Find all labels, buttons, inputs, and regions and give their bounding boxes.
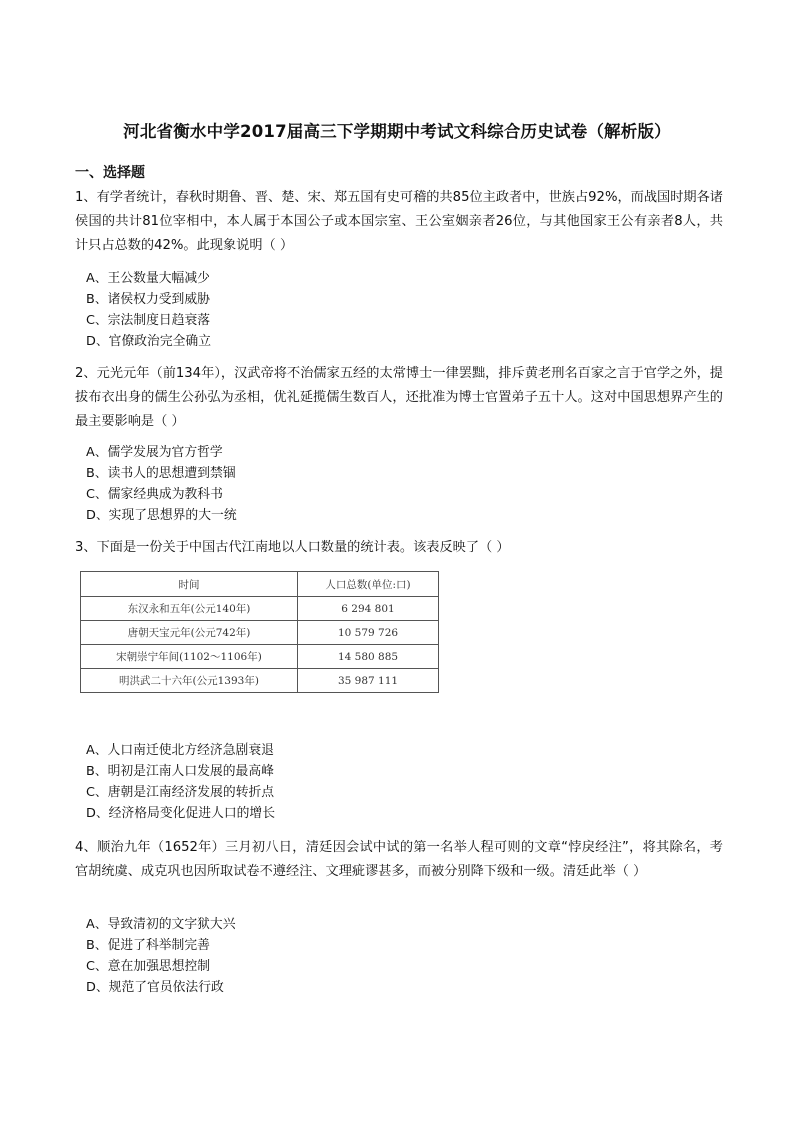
table-cell-population: 35 987 111 [298, 669, 439, 693]
question-2-options [86, 442, 237, 526]
option-b[interactable]: B、明初是江南人口发展的最高峰 [86, 764, 274, 779]
question-2-stem: 2、元光元年（前134年），汉武帝将不治儒家五经的太常博士一律罢黜，排斥黄老刑名百家之言于官学之外，提拔布衣出身的儒生公孙弘为丞相，优礼延揽儒生数百人，还批准为博士官置弟子五十人。这对中国思想界产生的最主要影响是（ ） [75, 366, 723, 429]
option-a[interactable]: A、儒学发展为官方哲学 [86, 445, 223, 460]
question-3-options [86, 740, 275, 824]
table-header-cell: 人口总数(单位:口) [298, 572, 439, 597]
option-d[interactable]: D、经济格局变化促进人口的增长 [86, 806, 276, 821]
table-cell-population: 14 580 885 [298, 645, 439, 669]
table-cell-population: 10 579 726 [298, 621, 439, 645]
option-d[interactable]: D、实现了思想界的大一统 [86, 508, 237, 523]
table-cell-period: 明洪武二十六年(公元1393年) [81, 669, 298, 693]
table-row [81, 645, 439, 669]
option-b[interactable]: B、促进了科举制完善 [86, 938, 210, 953]
option-a[interactable]: A、人口南迁使北方经济急剧衰退 [86, 743, 274, 758]
option-d[interactable]: D、官僚政治完全确立 [86, 334, 212, 349]
question-4-stem: 4、顺治九年（1652年）三月初八日，清廷因会试中试的第一名举人程可则的文章“悖戾经注”，将其除名，考官胡统虞、成克巩也因所取试卷不遵经注、文理疵谬甚多，而被分别降下级和一级。清廷此举（ ） [75, 840, 723, 879]
table-cell-period: 唐朝天宝元年(公元742年) [81, 621, 298, 645]
option-c[interactable]: C、宗法制度日趋衰落 [86, 313, 211, 328]
question-1-options [86, 268, 211, 352]
table-row [81, 621, 439, 645]
population-table [80, 571, 439, 693]
option-c[interactable]: C、唐朝是江南经济发展的转折点 [86, 785, 275, 800]
option-b[interactable]: B、读书人的思想遭到禁锢 [86, 466, 236, 481]
option-a[interactable]: A、王公数量大幅减少 [86, 271, 210, 286]
table-cell-period: 宋朝崇宁年间(1102～1106年) [81, 645, 298, 669]
table-cell-population: 6 294 801 [298, 597, 439, 621]
table-header-row [81, 572, 439, 597]
table-row [81, 597, 439, 621]
option-c[interactable]: C、意在加强思想控制 [86, 959, 211, 974]
question-3-stem: 3、下面是一份关于中国古代江南地以人口数量的统计表。该表反映了（ ） [75, 540, 510, 555]
question-1-stem: 1、有学者统计，春秋时期鲁、晋、楚、宋、郑五国有史可稽的共85位主政者中，世族占92%，而战国时期各诸侯国的共计81位宰相中，本人属于本国公子或本国宗室、王公室姻亲者26位，与其他国家王公有亲者8人，共计只占总数的42%。此现象说明（ ） [75, 190, 723, 253]
table-cell-period: 东汉永和五年(公元140年) [81, 597, 298, 621]
option-d[interactable]: D、规范了官员依法行政 [86, 980, 224, 995]
table-row [81, 669, 439, 693]
section-heading: 一、选择题 [75, 165, 145, 181]
table-header-cell: 时间 [81, 572, 298, 597]
option-c[interactable]: C、儒家经典成为教科书 [86, 487, 223, 502]
option-a[interactable]: A、导致清初的文字狱大兴 [86, 917, 236, 932]
document-title: 河北省衡水中学2017届高三下学期期中考试文科综合历史试卷（解析版） [123, 122, 671, 141]
question-4-options [86, 914, 236, 998]
option-b[interactable]: B、诸侯权力受到威胁 [86, 292, 210, 307]
